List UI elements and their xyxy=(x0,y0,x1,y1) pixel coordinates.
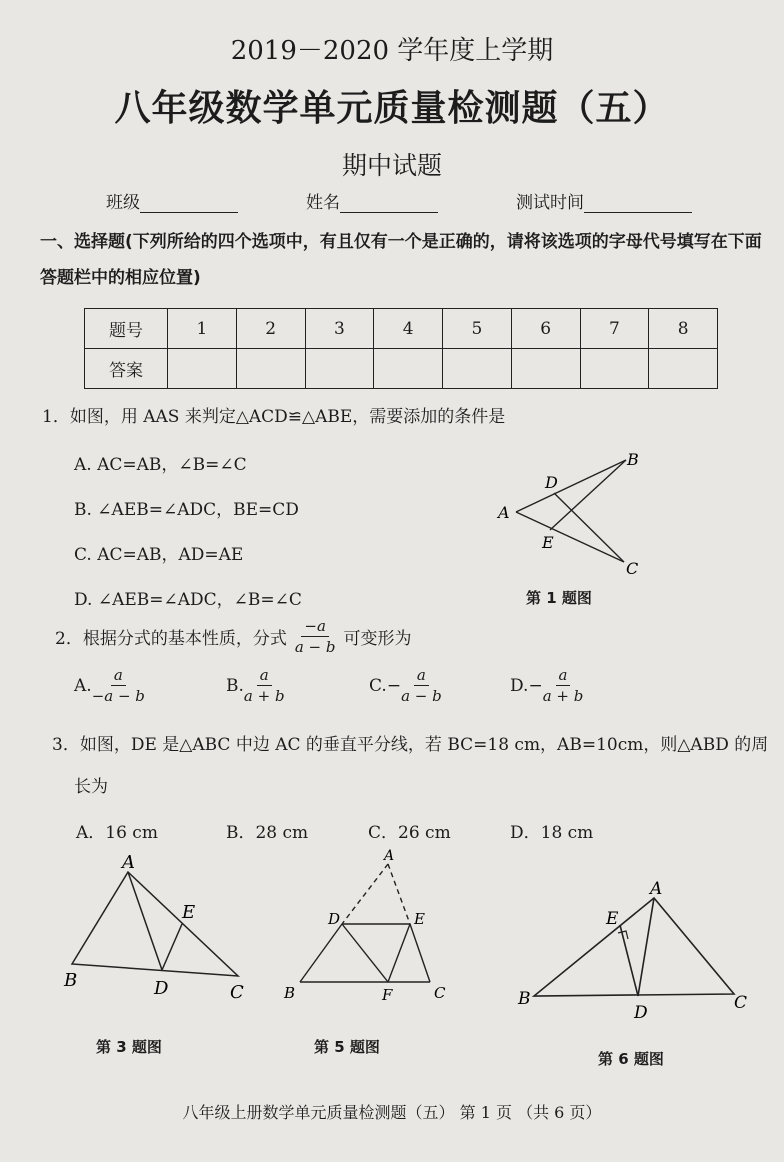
exam-subtitle: 期中试题 xyxy=(341,151,442,180)
q1-option-d: D. ∠AEB=∠ADC，∠B=∠C xyxy=(74,590,302,610)
fraction-numerator: a xyxy=(556,665,571,686)
class-field xyxy=(106,188,238,213)
question-number: 7 xyxy=(580,309,649,349)
name-blank[interactable] xyxy=(340,192,438,213)
fig5-label-c: C xyxy=(434,984,446,1002)
fig3-label-d: D xyxy=(154,978,169,999)
fig6-label-d: D xyxy=(634,1003,648,1020)
option-fraction xyxy=(244,665,285,706)
answer-cell[interactable] xyxy=(443,349,512,389)
answer-cell[interactable] xyxy=(580,349,649,389)
class-blank[interactable] xyxy=(140,192,238,213)
fig3-caption: 第 3 题图 xyxy=(96,1038,162,1056)
q2-stem-fraction xyxy=(295,616,336,657)
test-time-blank[interactable] xyxy=(584,192,692,213)
option-fraction xyxy=(92,665,145,706)
option-letter: D. xyxy=(510,675,529,696)
fig6-label-a: A xyxy=(650,880,663,899)
answer-cell[interactable] xyxy=(305,349,374,389)
fraction-denominator: a + b xyxy=(243,687,285,705)
fig6-label-c: C xyxy=(734,993,748,1013)
fig5-label-d: D xyxy=(328,910,341,928)
section-heading: 一、选择题(下列所给的四个选项中，有且仅有一个是正确的，请将该选项的字母代号填写在下面答题栏中的相应位置) xyxy=(40,232,762,288)
question-number: 3 xyxy=(305,309,374,349)
row-label-question: 题号 xyxy=(85,309,168,349)
exam-title: 八年级数学单元质量检测题（五） xyxy=(114,87,670,129)
q2-option-b xyxy=(226,665,285,706)
q3-option-b: B．28 cm xyxy=(226,823,309,843)
q3-option-a: A．16 cm xyxy=(76,823,158,843)
fig5-label-a: A xyxy=(384,848,395,864)
name-label: 姓名 xyxy=(306,193,340,213)
test-time-field xyxy=(516,188,692,213)
q2-stem xyxy=(55,616,411,657)
fig5-label-e: E xyxy=(414,910,425,928)
fraction-numerator: −a xyxy=(301,616,329,637)
row-label-answer: 答案 xyxy=(85,349,168,389)
fig1-label-c: C xyxy=(626,559,639,578)
fig1-label-d: D xyxy=(545,473,558,492)
answer-cell[interactable] xyxy=(168,349,237,389)
question-number: 4 xyxy=(374,309,443,349)
fraction-denominator: a − b xyxy=(294,638,336,656)
fig6-label-b: B xyxy=(518,989,531,1009)
fig5-caption: 第 5 题图 xyxy=(314,1038,380,1056)
option-sign: − xyxy=(386,675,402,696)
fig5-label-b: B xyxy=(284,984,296,1002)
q3-option-d: D．18 cm xyxy=(510,823,594,843)
option-fraction xyxy=(401,665,442,706)
fig6-caption: 第 6 题图 xyxy=(598,1050,664,1068)
question-number: 6 xyxy=(511,309,580,349)
fraction-numerator: a xyxy=(257,665,272,686)
fig1-label-e: E xyxy=(542,533,554,552)
school-year: 2019－2020 学年度上学期 xyxy=(230,36,554,66)
q2-option-a xyxy=(74,665,145,706)
question-number: 5 xyxy=(443,309,512,349)
fig1-label-a: A xyxy=(498,503,510,522)
q1-option-c: C. AC=AB，AD=AE xyxy=(74,545,244,565)
name-field xyxy=(306,188,438,213)
option-fraction xyxy=(543,665,584,706)
test-time-label: 测试时间 xyxy=(516,193,584,213)
answer-table xyxy=(84,308,718,389)
question-number: 1 xyxy=(168,309,237,349)
answer-cell[interactable] xyxy=(649,349,718,389)
fig3-label-c: C xyxy=(230,982,244,1002)
answer-cell[interactable] xyxy=(511,349,580,389)
fig5-label-f: F xyxy=(382,986,393,1004)
fig3-label-e: E xyxy=(182,902,196,923)
fraction-denominator: a − b xyxy=(401,687,442,705)
answer-row xyxy=(85,349,718,389)
answer-cell[interactable] xyxy=(236,349,305,389)
q3-option-c: C．26 cm xyxy=(368,823,451,843)
figure-1 xyxy=(490,450,650,580)
q2-option-c xyxy=(369,665,442,706)
question-number-row xyxy=(85,309,718,349)
option-letter: B. xyxy=(226,675,244,696)
fig3-label-b: B xyxy=(64,970,78,991)
question-number: 8 xyxy=(649,309,718,349)
class-label: 班级 xyxy=(106,193,140,213)
fraction-denominator: a + b xyxy=(542,687,584,705)
q1-stem: 1．如图，用 AAS 来判定△ACD≌△ABE，需要添加的条件是 xyxy=(42,407,506,427)
q2-stem-text: 2．根据分式的基本性质，分式 xyxy=(55,629,287,649)
option-letter: C. xyxy=(369,675,387,696)
question-number: 2 xyxy=(236,309,305,349)
q3-stem-line2: 长为 xyxy=(74,777,108,797)
fig1-caption: 第 1 题图 xyxy=(526,589,592,607)
option-sign: − xyxy=(528,675,543,696)
fig1-label-b: B xyxy=(627,450,639,469)
page-footer: 八年级上册数学单元质量检测题（五） 第 1 页 （共 6 页） xyxy=(182,1103,602,1122)
fig3-label-a: A xyxy=(122,852,135,873)
figure-3 xyxy=(58,852,258,1002)
q3-stem-line1: 3．如图，DE 是△ABC 中边 AC 的垂直平分线，若 BC=18 cm，AB=10cm，则△ABD 的周 xyxy=(52,735,769,755)
fraction-numerator: a xyxy=(414,665,429,686)
fraction-denominator: −a − b xyxy=(91,687,145,705)
q1-option-b: B. ∠AEB=∠ADC，BE=CD xyxy=(74,500,299,520)
q1-option-a: A. AC=AB，∠B=∠C xyxy=(74,455,247,475)
q2-option-d xyxy=(510,665,583,706)
fraction-numerator: a xyxy=(111,665,126,686)
q2-stem-tail: 可变形为 xyxy=(343,629,412,649)
option-letter: A. xyxy=(74,675,92,696)
answer-cell[interactable] xyxy=(374,349,443,389)
fig6-label-e: E xyxy=(606,909,619,929)
figure-6 xyxy=(510,880,750,1020)
figure-5 xyxy=(278,846,458,1006)
